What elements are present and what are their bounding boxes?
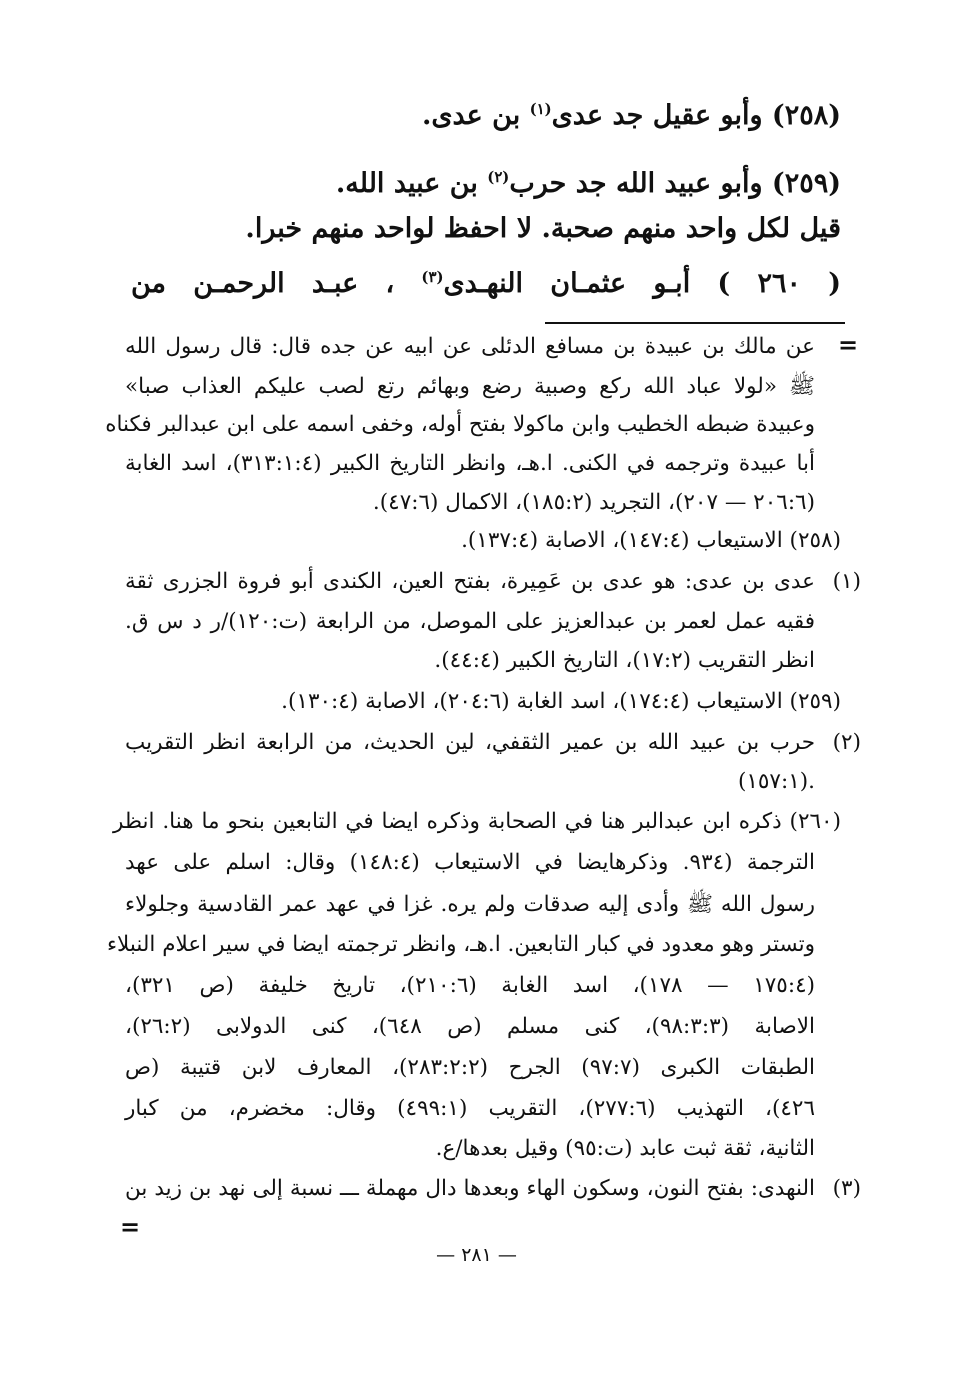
entry-259: (٢٥٩) وأبو عبيد الله جد حرب$^{(٢)}$ بن عبيد الله. — [335, 168, 841, 199]
footnote-1-line: فقيه عمل لعمر بن عبدالعزيز على الموصل، من الرابعة (ت:١٢٠)/ر د س ق. — [125, 609, 815, 634]
continuation-marker: = — [838, 330, 859, 359]
footnote-2-line: (١٥٧:١). — [737, 769, 815, 794]
continuation-line: عن مالك بن عبيدة بن مسافع الدئلى عن ابيه عن جده قال: قال رسول الله — [125, 334, 815, 359]
footnote-3-line: النهدى: بفتح النون، وسكون الهاء وبعدها دال مهملة ـــ نسبة إلى نهد بن زيد بن — [125, 1176, 815, 1201]
note-260-line: الاصابة (٩٨:٣:٣)، كنى مسلم (ص ٦٤٨)، كنى الدولابى (٢٦:٢)، — [125, 1014, 815, 1039]
note-260-line: رسول الله ﷺ وأدى إليه صدقات ولم يره. غزا في عهد عمر القادسية وجلولاء — [125, 892, 815, 917]
footnote-2-line: حرب بن عبيد الله بن عمير الثقفي، لين الحديث، من الرابعة انظر التقريب — [125, 730, 815, 755]
footnote-separator — [545, 322, 845, 324]
continuation-line: أبا عبيدة وترجمه في الكنى. ا.هـ، وانظر التاريخ الكبير (٣١٣:١:٤)، اسد الغابة — [125, 451, 815, 476]
note-260-line: الثانية، ثقة ثبت عابد (ت:٩٥) وقيل بعدها/ع. — [435, 1136, 815, 1161]
footnote-ref-1: (١) — [529, 100, 552, 118]
note-260-line: ٤٢٦)، التهذيب (٢٧٧:٦)، التقريب (٤٩٩:١) وقال: مخضرم، من كبار — [125, 1096, 816, 1121]
note-258: (٢٥٨) الاستيعاب (١٤٧:٤)، الاصابة (١٣٧:٤). — [461, 528, 841, 553]
entry-260: ( ٢٦٠ ) أبـو عثمـان النهـدى$^{(٣)}$ ، عبـد الرحمـن من — [131, 268, 841, 299]
footnote-2-marker: (٢) — [832, 730, 861, 755]
end-continuation-marker: = — [120, 1212, 141, 1241]
footnote-ref-3: (٣) — [421, 268, 444, 286]
page-number: — ٢٨١ — — [436, 1244, 517, 1266]
note-260-line: الترجمة (٩٣٤. وذكرهايضا في الاستيعاب (١٤٨:٤) وقال: اسلم على عهد — [125, 850, 815, 875]
continuation-line: (٢٠٦:٦ — ٢٠٧)، التجريد (١٨٥:٢)، الاكمال (٤٧:٦). — [372, 490, 815, 515]
entry-258: (٢٥٨) وأبو عقيل جد عدى$^{(١)}$ بن عدى. — [421, 100, 841, 131]
note-260-line: (١٧٥:٤ — ١٧٨)، اسد الغابة (٢١٠:٦)، تاريخ خليفة (ص ٣٢١)، — [125, 973, 816, 998]
note-260-line: وتستر وهو معدود في كبار التابعين. ا.هـ، وانظر ترجمته ايضا في سير اعلام النبلاء — [106, 932, 815, 957]
note-259: (٢٥٩) الاستيعاب (١٧٤:٤)، اسد الغابة (٢٠٤:٦)، الاصابة (١٣٠:٤). — [281, 689, 841, 714]
continuation-line: ﷺ «لولا عباد الله ركع وصبية رضع وبهائم رتع لصب عليكم العذاب صبا» — [125, 374, 815, 399]
continuation-line: وعبيدة ضبطه الخطيب وابن ماكولا بفتح أوله، وخفى اسمه على ابن عبدالبر فكناه — [105, 412, 815, 437]
note-260-line: (٢٦٠) ذكره ابن عبدالبر هنا في الصحابة وذكره ايضا في التابعين بنحو ما هنا. انظر — [113, 809, 841, 834]
footnote-1-marker: (١) — [832, 569, 861, 594]
entry-259-note: قيل لكل واحد منهم صحبة. لا احفظ لواحد منهم خبرا. — [245, 213, 841, 244]
footnote-3-marker: (٣) — [832, 1176, 861, 1201]
footnote-ref-2: (٢) — [487, 168, 510, 186]
footnote-1-line: انظر التقريب (١٧:٢)، التاريخ الكبير (٤٤:٤). — [434, 648, 815, 673]
note-260-line: الطبقات الكبرى (٩٧:٧) الجرح (٢٨٣:٢:٢)، المعارف لابن قتيبة (ص — [125, 1055, 816, 1080]
footnote-1-line: عدى بن عدى: هو عدى بن عَمِيرة، بفتح العين، الكندى أبو فروة الجزرى ثقة — [125, 569, 815, 594]
